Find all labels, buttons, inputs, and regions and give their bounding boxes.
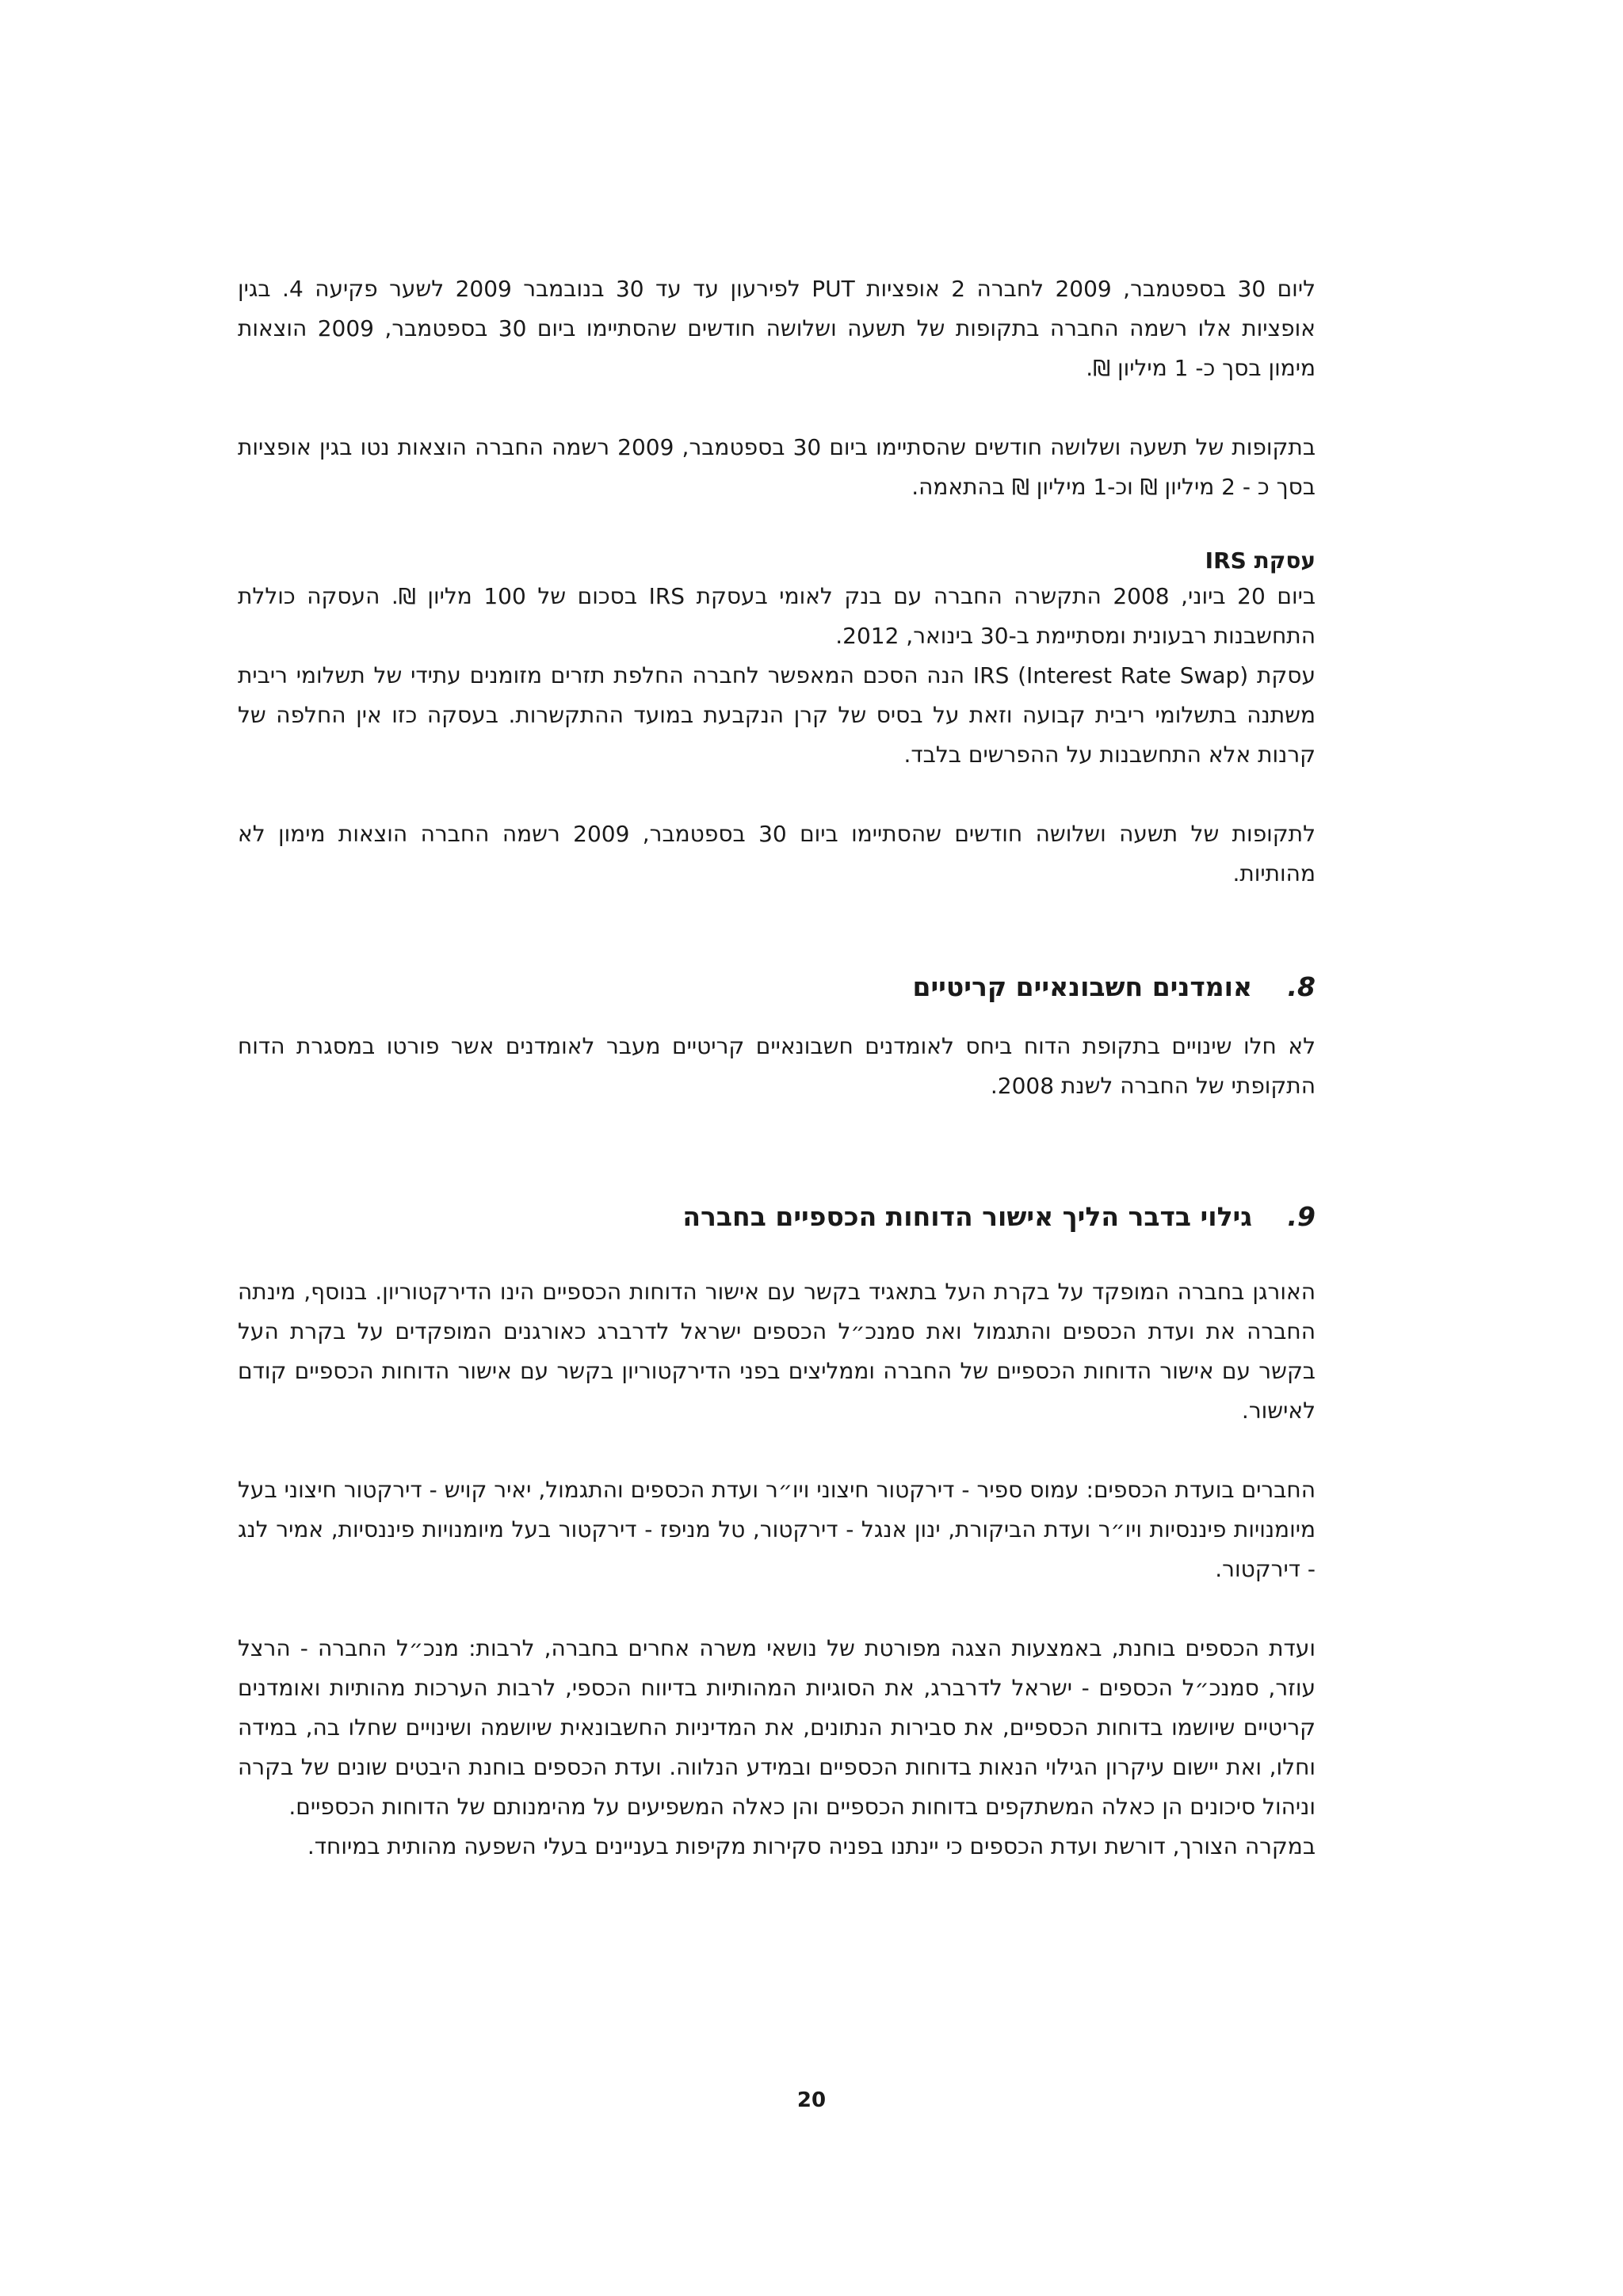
section-number: 8. [1287, 971, 1316, 1002]
section-number: 9. [1287, 1201, 1316, 1232]
document-page [238, 269, 1316, 1867]
section-9-paragraph-oversight: האורגן בחברה המופקד על בקרת העל בתאגיד בקשר עם אישור הדוחות הכספיים הינו הדירקטוריון. בנוסף, מינתה החברה את ועדת הכספים והתגמול ואת סמנכ״ל הכספים ישראל לדרברג כאורגנים המופקדים על בקרת העל בקשר עם אישור הדוחות הכספיים של החברה וממליצים בפני הדירקטוריון בקשר עם אישור הדוחות הכספיים קודם לאישור. [238, 1279, 1316, 1424]
section-title: גילוי בדבר הליך אישור הדוחות הכספיים בחברה [682, 1201, 1252, 1232]
paragraph-irs-definition: עסקת IRS (Interest Rate Swap) הנה הסכם המאפשר לחברה החלפת תזרים מזומנים עתידי של תשלומי ריבית משתנה בתשלומי ריבית קבועה וזאת על בסיס של קרן הנקבעת במועד ההתקשרות. בעסקה כזו אין החלפה של קרנות אלא התחשבנות על ההפרשים בלבד. [238, 662, 1316, 768]
section-9-paragraph-reviews: במקרה הצורך, דורשת ועדת הכספים כי יינתנו בפניה סקירות מקיפות בעניינים בעלי השפעה מהותית במיוחד. [307, 1833, 1316, 1859]
paragraph-irs-expenses: לתקופות של תשעה ושלושה חודשים שהסתיימו ביום 30 בספטמבר, 2009 רשמה החברה הוצאות מימון לא מהותיות. [238, 821, 1316, 887]
irs-heading: עסקת IRS [1205, 547, 1316, 574]
page-number: 20 [796, 2088, 827, 2112]
section-title: אומדנים חשבונאיים קריטיים [912, 971, 1252, 1002]
paragraph-options-expenses: בתקופות של תשעה ושלושה חודשים שהסתיימו ביום 30 בספטמבר, 2009 רשמה החברה הוצאות נטו בגין אופציות בסך כ - 2 מיליון ₪ וכ-1 מיליון ₪ בהתאמה. [238, 434, 1316, 500]
section-9-paragraph-committee-review: ועדת הכספים בוחנת, באמצעות הצגה מפורטת של נושאי משרה אחרים בחברה, לרבות: מנכ״ל החברה - הרצל עוזר, סמנכ״ל הכספים - ישראל לדרברג, את הסוגיות המהותיות בדיווח הכספי, לרבות הערכות מהותיות ואומדנים קריטיים שיושמו בדוחות הכספיים, את סבירות הנתונים, את המדיניות החשבונאית שיושמה ושינויים שחלו בה, במידה וחלו, ואת יישום עיקרון הגילוי הנאות בדוחות הכספיים ובמידע הנלווה. ועדת הכספים בוחנת היבטים שונים של בקרה וניהול סיכונים הן כאלה המשתקפים בדוחות הכספיים והן כאלה המשפיעים על מהימנותם של הדוחות הכספיים. [238, 1635, 1316, 1820]
paragraph-irs-transaction: ביום 20 ביוני, 2008 התקשרה החברה עם בנק לאומי בעסקת IRS בסכום של 100 מליון ₪. העסקה כוללת התחשבנות רבעונית ומסתיימת ב-30 בינואר, 2012. [238, 583, 1316, 649]
section-9-paragraph-committee-members: החברים בועדת הכספים: עמוס ספיר - דירקטור חיצוני ויו״ר ועדת הכספים והתגמול, יאיר קויש - דירקטור חיצוני בעל מיומנויות פיננסיות ויו״ר ועדת הביקורת, ינון אנגל - דירקטור, טל מניפז - דירקטור בעל מיומנויות פיננסיות, אמיר לנג - דירקטור. [238, 1477, 1316, 1582]
section-heading [238, 970, 1316, 1005]
section-heading [238, 1199, 1316, 1234]
paragraph-put-options: ליום 30 בספטמבר, 2009 לחברה 2 אופציות PUT לפירעון עד עד 30 בנובמבר 2009 לשער פקיעה 4. בגין אופציות אלו רשמה החברה בתקופות של תשעה ושלושה חודשים שהסתיימו ביום 30 בספטמבר, 2009 הוצאות מימון בסך כ- 1 מיליון ₪. [238, 276, 1316, 381]
section-9 [238, 1199, 1316, 1867]
section-8-paragraph: לא חלו שינויים בתקופת הדוח ביחס לאומדנים חשבונאיים קריטיים מעבר לאומדנים אשר פורטו במסגרת הדוח התקופתי של החברה לשנת 2008. [238, 1033, 1316, 1099]
section-8 [238, 970, 1316, 1106]
